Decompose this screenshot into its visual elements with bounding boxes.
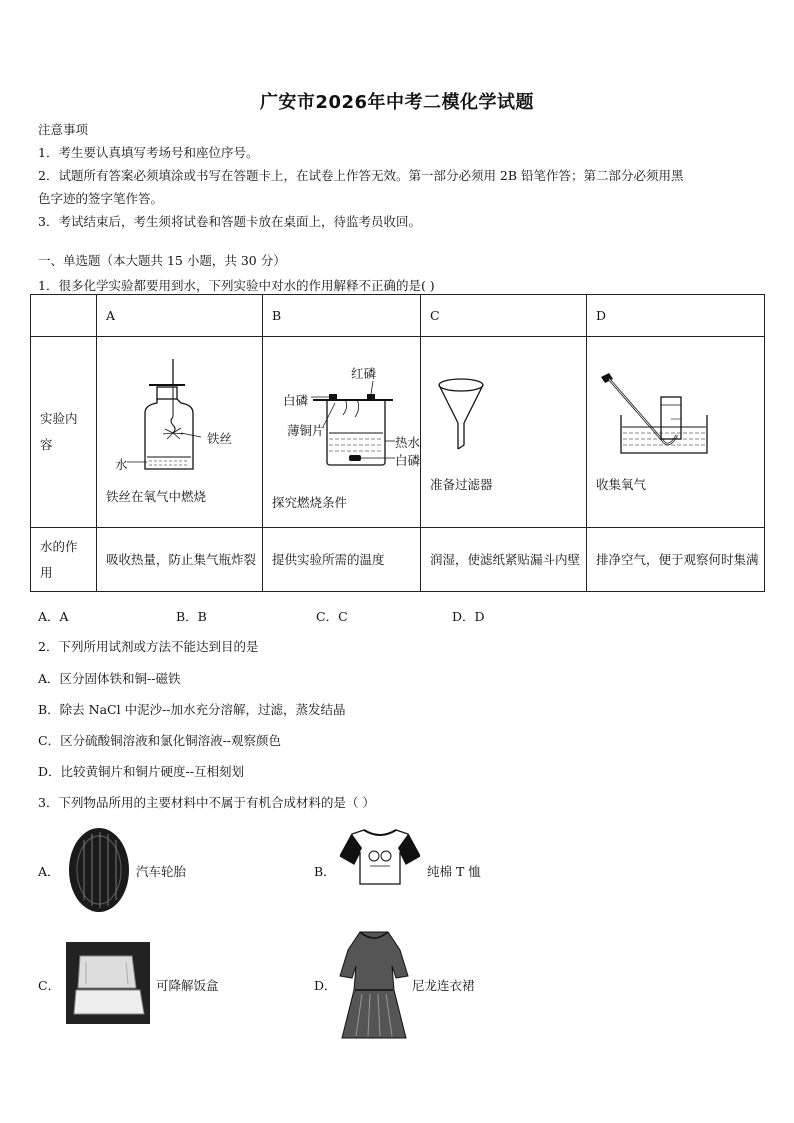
- q3-option-c-letter: C．: [38, 978, 61, 993]
- q2-option-c: C．区分硫酸铜溶液和氯化铜溶液--观察颜色: [38, 733, 282, 748]
- table-header-a: A: [97, 295, 263, 337]
- table-row: [31, 295, 765, 337]
- q1-option-d: D．D: [452, 609, 485, 624]
- q3-option-a-letter: A．: [38, 864, 60, 879]
- row-label-content: 实验内容: [31, 337, 97, 528]
- cell-b-role: 提供实验所需的温度: [263, 528, 421, 592]
- q3-option-b-letter: B．: [314, 864, 336, 879]
- q3-option-b-label: 纯棉 T 恤: [427, 864, 481, 879]
- notice-item-1: 1．考生要认真填写考场号和座位序号。: [38, 145, 259, 160]
- page-title: 广安市2026年中考二模化学试题: [259, 92, 535, 113]
- label-white-phosphorus-bottom: 白磷: [395, 453, 421, 468]
- q3-option-d-label: 尼龙连衣裙: [412, 978, 475, 993]
- q2-option-d: D．比较黄铜片和铜片硬度--互相刻划: [38, 764, 244, 779]
- tshirt-icon: [340, 826, 420, 891]
- label-red-phosphorus: 红磷: [351, 366, 377, 381]
- cell-c-role: 润湿，使滤纸紧贴漏斗内壁: [421, 528, 587, 592]
- q3-stem: 3．下列物品所用的主要材料中不属于有机合成材料的是（ ）: [38, 795, 375, 810]
- gas-collection-icon: [587, 337, 764, 527]
- label-white-phosphorus-top: 白磷: [283, 393, 309, 408]
- q1-option-b: B．B: [176, 609, 207, 624]
- q3-option-d-letter: D．: [314, 978, 337, 993]
- q1-stem: 1．很多化学实验都要用到水，下列实验中对水的作用解释不正确的是( ): [38, 278, 435, 293]
- notice-heading: 注意事项: [38, 122, 89, 137]
- label-water: 水: [115, 457, 128, 472]
- table-header-c: C: [421, 295, 587, 337]
- caption-b: 探究燃烧条件: [272, 495, 348, 510]
- caption-a: 铁丝在氧气中燃烧: [106, 489, 207, 504]
- cell-c-diagram: [421, 337, 587, 528]
- notice-item-2-cont: 色字迹的签字笔作答。: [38, 191, 164, 206]
- cell-d-role: 排净空气，便于观察何时集满: [587, 528, 765, 592]
- table-header-d: D: [587, 295, 765, 337]
- q1-option-a: A．A: [38, 609, 69, 624]
- q2-option-b: B．除去 NaCl 中泥沙--加水充分溶解，过滤，蒸发结晶: [38, 702, 346, 717]
- caption-c: 准备过滤器: [430, 477, 493, 492]
- caption-d: 收集氧气: [596, 477, 647, 492]
- q1-option-c: C．C: [316, 609, 348, 624]
- q2-option-a: A．区分固体铁和铜--磁铁: [38, 671, 181, 686]
- table-cell: [31, 295, 97, 337]
- q3-option-c-label: 可降解饭盒: [156, 978, 219, 993]
- table-row: [31, 528, 765, 592]
- label-copper-sheet: 薄铜片: [287, 423, 325, 438]
- funnel-icon: [421, 337, 586, 527]
- q3-option-a-label: 汽车轮胎: [136, 864, 187, 879]
- q2-stem: 2．下列所用试剂或方法不能达到目的是: [38, 639, 259, 654]
- notice-item-3: 3．考试结束后，考生须将试卷和答题卡放在桌面上，待监考员收回。: [38, 214, 421, 229]
- cell-a-role: 吸收热量，防止集气瓶炸裂: [97, 528, 263, 592]
- section-heading: 一、单选题（本大题共 15 小题，共 30 分）: [38, 253, 286, 268]
- cell-b-diagram: [263, 337, 421, 528]
- row-label-role: 水的作用: [31, 528, 97, 592]
- dress-icon: [338, 930, 410, 1043]
- cell-a-diagram: [97, 337, 263, 528]
- notice-item-2: 2．试题所有答案必须填涂或书写在答题卡上，在试卷上作答无效。第一部分必须用 2B 铅笔作答；第二部分必须用黑: [38, 168, 684, 183]
- label-iron-wire: 铁丝: [207, 431, 233, 446]
- q1-table: [30, 294, 765, 592]
- label-hot-water: 热水: [395, 435, 421, 450]
- lunchbox-icon: [66, 942, 150, 1027]
- cell-d-diagram: [587, 337, 765, 528]
- table-header-b: B: [263, 295, 421, 337]
- table-row: [31, 337, 765, 528]
- tire-icon: [66, 826, 132, 917]
